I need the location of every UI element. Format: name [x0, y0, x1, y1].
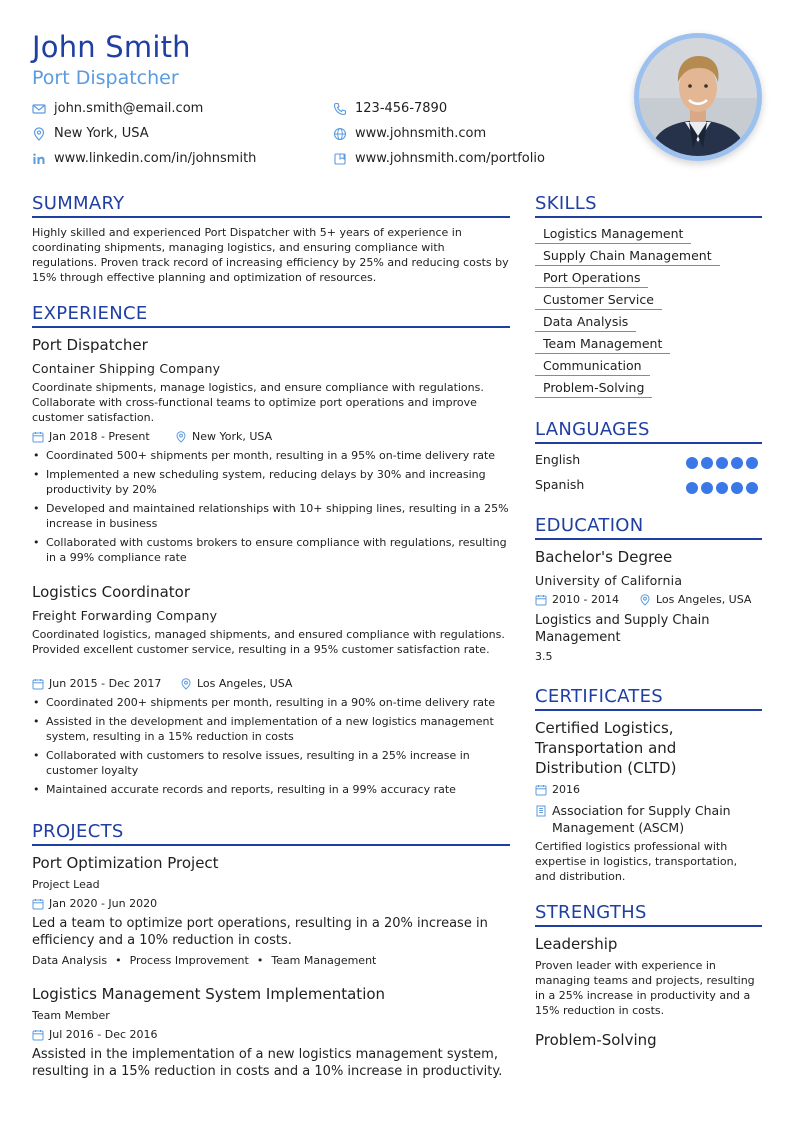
language-level-dots	[686, 482, 758, 494]
job-dates	[32, 677, 161, 690]
level-dot	[731, 482, 743, 494]
job-title: Logistics Coordinator	[32, 583, 190, 601]
project-description: Assisted in the implementation of a new logistics management system, resulting in a 15% reduction in costs and a 10% increase in productivity.	[32, 1047, 503, 1079]
project-tag: Data Analysis	[32, 954, 108, 967]
skill-item: Port Operations	[535, 270, 648, 288]
project-description: Led a team to optimize port operations, resulting in a 20% increase in efficiency and a 10% reduction in costs.	[32, 916, 488, 948]
skill-item: Problem-Solving	[535, 380, 652, 398]
job-dates	[32, 430, 150, 443]
contact-website[interactable]	[333, 126, 486, 141]
location-pin-icon	[180, 678, 192, 690]
skill-item: Team Management	[535, 336, 670, 354]
list-item: • Coordinated 200+ shipments per month, resulting in a 90% on-time delivery rate	[32, 695, 512, 710]
certificates-heading: CERTIFICATES	[535, 686, 663, 707]
strengths-divider	[535, 925, 762, 927]
linkedin-icon	[32, 152, 46, 166]
skills-divider	[535, 216, 762, 218]
skill-item: Communication	[535, 358, 650, 376]
school: University of California	[535, 573, 683, 588]
project-tag: Process Improvement	[129, 954, 249, 967]
portfolio-icon	[333, 152, 347, 166]
level-dot	[746, 482, 758, 494]
candidate-name: John Smith	[32, 30, 191, 64]
linkedin-text: www.linkedin.com/in/johnsmith	[54, 151, 257, 166]
profile-photo-frame	[634, 33, 762, 161]
project-dates-text: Jul 2016 - Dec 2016	[49, 1028, 158, 1041]
contact-location	[32, 126, 149, 141]
phone-icon	[333, 102, 347, 116]
calendar-icon	[32, 678, 44, 690]
job-description: Coordinated logistics, managed shipments, and ensured compliance with regulations. Provided excellent customer service, resulting in a 95% customer satisfaction rate.	[32, 628, 505, 656]
language-name: English	[535, 452, 581, 467]
strengths-heading: STRENGTHS	[535, 902, 647, 923]
job-dates-text: Jun 2015 - Dec 2017	[49, 677, 162, 690]
list-item: • Maintained accurate records and reports, resulting in a 99% accuracy rate	[32, 782, 512, 797]
calendar-icon	[535, 594, 547, 606]
email-text: john.smith@email.com	[54, 101, 204, 116]
gpa: 3.5	[535, 650, 553, 663]
project-tag: Team Management	[271, 954, 377, 967]
language-level-dots	[686, 457, 758, 469]
job-company: Freight Forwarding Company	[32, 608, 218, 623]
education-divider	[535, 538, 762, 540]
job-location-text: New York, USA	[192, 430, 273, 443]
level-dot	[716, 457, 728, 469]
education-location-text: Los Angeles, USA	[656, 593, 752, 606]
location-pin-icon	[32, 127, 46, 141]
email-icon	[32, 102, 46, 116]
project-dates	[32, 897, 157, 910]
job-location-text: Los Angeles, USA	[197, 677, 293, 690]
project-role: Project Lead	[32, 878, 100, 891]
skills-heading: SKILLS	[535, 193, 597, 214]
certificate-year	[535, 783, 580, 796]
certificate-issuer-text: Association for Supply Chain Management (ASCM)	[552, 803, 731, 835]
location-pin-icon	[175, 431, 187, 443]
language-name: Spanish	[535, 477, 585, 492]
strength-title: Problem-Solving	[535, 1031, 657, 1049]
certificate-issuer	[535, 802, 755, 836]
job-company: Container Shipping Company	[32, 361, 221, 376]
level-dot	[716, 482, 728, 494]
list-item: • Coordinated 500+ shipments per month, resulting in a 95% on-time delivery rate	[32, 448, 512, 463]
experience-heading: EXPERIENCE	[32, 303, 148, 324]
list-item: • Implemented a new scheduling system, reducing delays by 30% and increasing productivity by 20%	[32, 467, 512, 497]
building-icon	[535, 805, 547, 817]
strength-title: Leadership	[535, 935, 618, 953]
website-text: www.johnsmith.com	[355, 126, 487, 141]
level-dot	[701, 482, 713, 494]
project-tags	[32, 954, 376, 967]
summary-heading: SUMMARY	[32, 193, 125, 214]
certificate-name: Certified Logistics, Transportation and Distribution (CLTD)	[535, 719, 677, 777]
project-title: Logistics Management System Implementation	[32, 985, 386, 1003]
projects-heading: PROJECTS	[32, 821, 124, 842]
languages-divider	[535, 442, 762, 444]
calendar-icon	[32, 898, 44, 910]
languages-heading: LANGUAGES	[535, 419, 650, 440]
level-dot	[746, 457, 758, 469]
field-of-study: Logistics and Supply Chain Management	[535, 613, 710, 645]
education-dates-text: 2010 - 2014	[552, 593, 619, 606]
location-pin-icon	[639, 594, 651, 606]
level-dot	[686, 482, 698, 494]
certificate-description: Certified logistics professional with expertise in logistics, transportation, and distribution.	[535, 840, 738, 883]
contact-portfolio[interactable]	[333, 151, 545, 166]
job-title: Port Dispatcher	[32, 336, 148, 354]
location-text: New York, USA	[54, 126, 149, 141]
skill-item: Data Analysis	[535, 314, 636, 332]
summary-text: Highly skilled and experienced Port Dispatcher with 5+ years of experience in coordinating shipments, managing logistics, and ensuring compliance with regulations. Proven track record of increasing efficiency by 25% and reducing costs by 15% through effective planning and optimization of resources.	[32, 226, 509, 284]
level-dot	[701, 457, 713, 469]
level-dot	[731, 457, 743, 469]
tag-separator: •	[115, 954, 122, 967]
level-dot	[686, 457, 698, 469]
list-item: • Collaborated with customers to resolve issues, resulting in a 25% increase in customer loyalty	[32, 748, 512, 778]
contact-linkedin[interactable]	[32, 151, 256, 166]
strength-description: Proven leader with experience in managing teams and projects, resulting in a 25% increase in productivity and a 15% reduction in costs.	[535, 959, 755, 1017]
job-description: Coordinate shipments, manage logistics, and ensure compliance with regulations. Collaborate with cross-functional teams to optimize port operations and improve customer satisfaction.	[32, 381, 484, 424]
list-item: • Developed and maintained relationships with 10+ shipping lines, resulting in a 25% increase in business	[32, 501, 512, 531]
job-bullets	[32, 695, 512, 801]
summary-divider	[32, 216, 510, 218]
calendar-icon	[32, 431, 44, 443]
skill-item: Customer Service	[535, 292, 662, 310]
profile-photo	[639, 38, 757, 156]
contact-email[interactable]	[32, 101, 203, 116]
job-dates-text: Jan 2018 - Present	[49, 430, 150, 443]
certificates-divider	[535, 709, 762, 711]
calendar-icon	[32, 1029, 44, 1041]
job-bullets	[32, 448, 512, 569]
experience-divider	[32, 326, 510, 328]
skill-item: Supply Chain Management	[535, 248, 720, 266]
list-item: • Assisted in the development and implementation of a new logistics management system, resulting in a 15% reduction in costs	[32, 714, 512, 744]
job-location	[180, 677, 292, 690]
contact-phone[interactable]	[333, 101, 447, 116]
education-location	[639, 593, 751, 606]
project-dates-text: Jan 2020 - Jun 2020	[49, 897, 158, 910]
list-item: • Collaborated with customs brokers to ensure compliance with regulations, resulting in a 99% compliance rate	[32, 535, 512, 565]
degree: Bachelor's Degree	[535, 548, 673, 566]
tag-separator: •	[256, 954, 264, 967]
education-heading: EDUCATION	[535, 515, 644, 536]
skill-item: Logistics Management	[535, 226, 691, 244]
candidate-title: Port Dispatcher	[32, 67, 179, 89]
certificate-year-text: 2016	[552, 783, 580, 796]
job-location	[175, 430, 272, 443]
phone-text: 123-456-7890	[355, 101, 448, 116]
education-dates	[535, 593, 619, 606]
project-role: Team Member	[32, 1009, 110, 1022]
globe-icon	[333, 127, 347, 141]
project-dates	[32, 1028, 158, 1041]
projects-divider	[32, 844, 510, 846]
calendar-icon	[535, 784, 547, 796]
project-title: Port Optimization Project	[32, 854, 219, 872]
portfolio-text: www.johnsmith.com/portfolio	[355, 151, 545, 166]
